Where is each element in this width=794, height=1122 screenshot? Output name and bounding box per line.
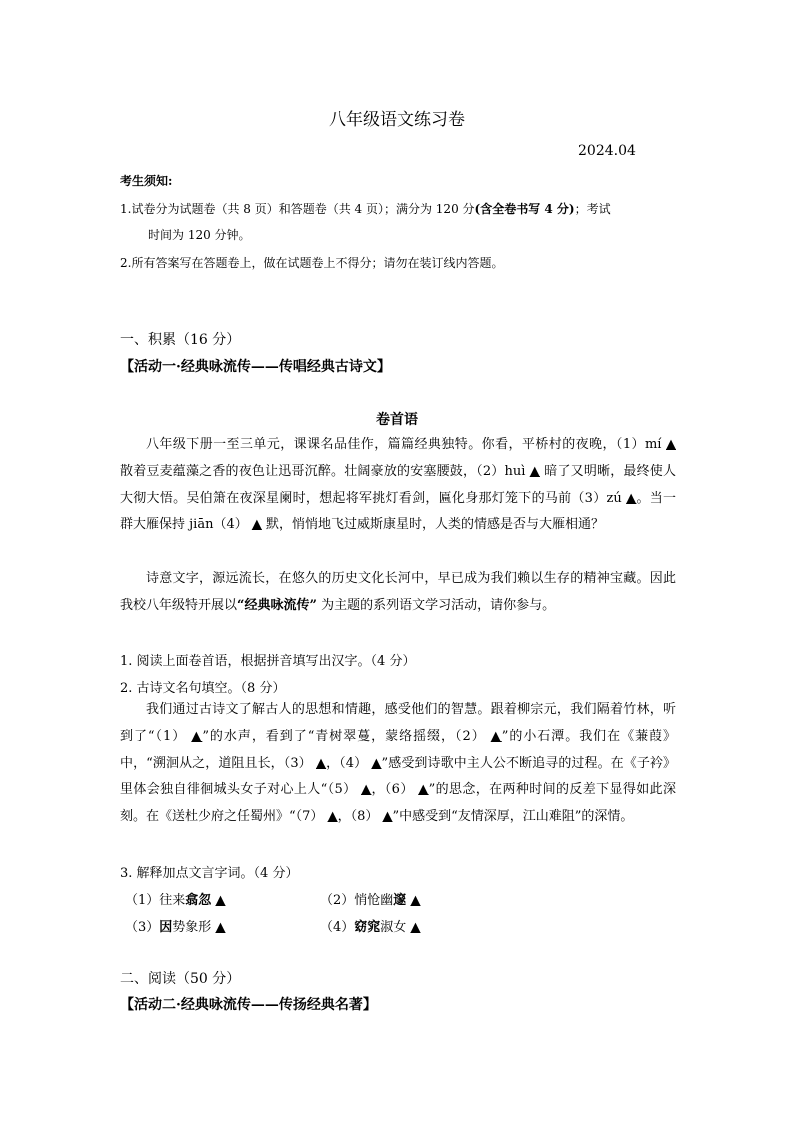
notice-item-1: 1.试卷分为试题卷（共 8 页）和答题卷（共 4 页）；满分为 120 分(含全卷书写 4 分)；考试 <box>120 202 611 216</box>
question-3-item-3: （3）因势象形 ▲ <box>125 920 226 935</box>
question-3-item-2: （2）悄怆幽邃 ▲ <box>320 893 421 908</box>
answer-blank: ▲ <box>666 437 676 452</box>
answer-blank: ▲ <box>382 809 393 825</box>
question-3-item-4: （4）窈窕淑女 ▲ <box>320 920 421 935</box>
answer-blank: ▲ <box>327 809 338 825</box>
preface-paragraph-1: 八年级下册一至三单元，课课名品佳作，篇篇经典独特。你看，平桥村的夜晚，（1）mí ▲ 散着豆麦蕴藻之香的夜色让迅哥沉醉。壮阔豪放的安塞腰鼓，（2）huì ▲ 暗了又明晰，最终使人大彻大悟。吴伯箫在夜深星阑时，想起将军挑灯看剑，匾化身那灯笼下的马前（3）zú ▲。当一群大雁保持 jiān（4） ▲ 默，悄悄地飞过威斯康星时，人类的情感是否与大雁相通？ <box>120 437 676 533</box>
answer-blank: ▲ <box>529 463 540 479</box>
activity-2-heading: 【活动二·经典咏流传——传扬经典名著】 <box>120 997 377 1013</box>
section-1-heading: 一、积累（16 分） <box>120 332 241 348</box>
question-2: 2. 古诗文名句填空。（8 分） <box>120 681 286 696</box>
answer-blank: ▲ <box>215 920 226 935</box>
notice-item-1-cont: 时间为 120 分钟。 <box>148 228 251 242</box>
notice-item-2: 2.所有答案写在答题卷上，做在试题卷上不得分；请勿在装订线内答题。 <box>120 256 504 270</box>
answer-blank: ▲ <box>251 517 262 533</box>
notice-heading: 考生须知: <box>120 174 173 188</box>
question-3: 3. 解释加点文言字词。（4 分） <box>120 866 299 881</box>
answer-blank: ▲ <box>191 728 203 744</box>
section-2-heading: 二、阅读（50 分） <box>120 971 241 987</box>
question-2-text: 我们通过古诗文了解古人的思想和情趣，感受他们的智慧。跟着柳宗元，我们隔着竹林，听到了“（1） ▲”的水声，看到了“青树翠蔓，蒙络摇缀，（2） ▲”的小石潭。我们在《蒹葭》中，“溯洄从之，道阻且长，（3） ▲，（4） ▲”感受到诗歌中主人公不断追寻的过程。在《子衿》里体会独自徘徊城头女子对心上人“（5） ▲，（6） ▲”的思念，在两种时间的反差下显得如此深刻。在《送杜少府之任蜀州》“（7） ▲，（8） ▲”中感受到“友情深厚，江山难阻”的深情。 <box>120 702 677 825</box>
question-3-item-1: （1）往来翕忽 ▲ <box>125 893 226 908</box>
answer-blank: ▲ <box>626 490 637 506</box>
page-title: 八年级语文练习卷 <box>329 110 465 130</box>
answer-blank: ▲ <box>410 893 421 908</box>
answer-blank: ▲ <box>361 782 372 798</box>
preface-paragraph-2: 诗意文字，源远流长，在悠久的历史文化长河中，早已成为我们赖以生存的精神宝藏。因此我校八年级特开展以“经典咏流传” 为主题的系列语文学习活动，请你参与。 <box>120 571 676 613</box>
answer-blank: ▲ <box>490 728 502 744</box>
answer-blank: ▲ <box>410 920 421 935</box>
answer-blank: ▲ <box>418 782 429 798</box>
exam-date: 2024.04 <box>578 143 636 159</box>
answer-blank: ▲ <box>215 893 226 908</box>
answer-blank: ▲ <box>315 755 327 771</box>
answer-blank: ▲ <box>371 755 382 771</box>
question-1: 1. 阅读上面卷首语，根据拼音填写出汉字。（4 分） <box>120 654 416 669</box>
preface-heading: 卷首语 <box>376 412 418 428</box>
activity-1-heading: 【活动一·经典咏流传——传唱经典古诗文】 <box>120 359 391 375</box>
